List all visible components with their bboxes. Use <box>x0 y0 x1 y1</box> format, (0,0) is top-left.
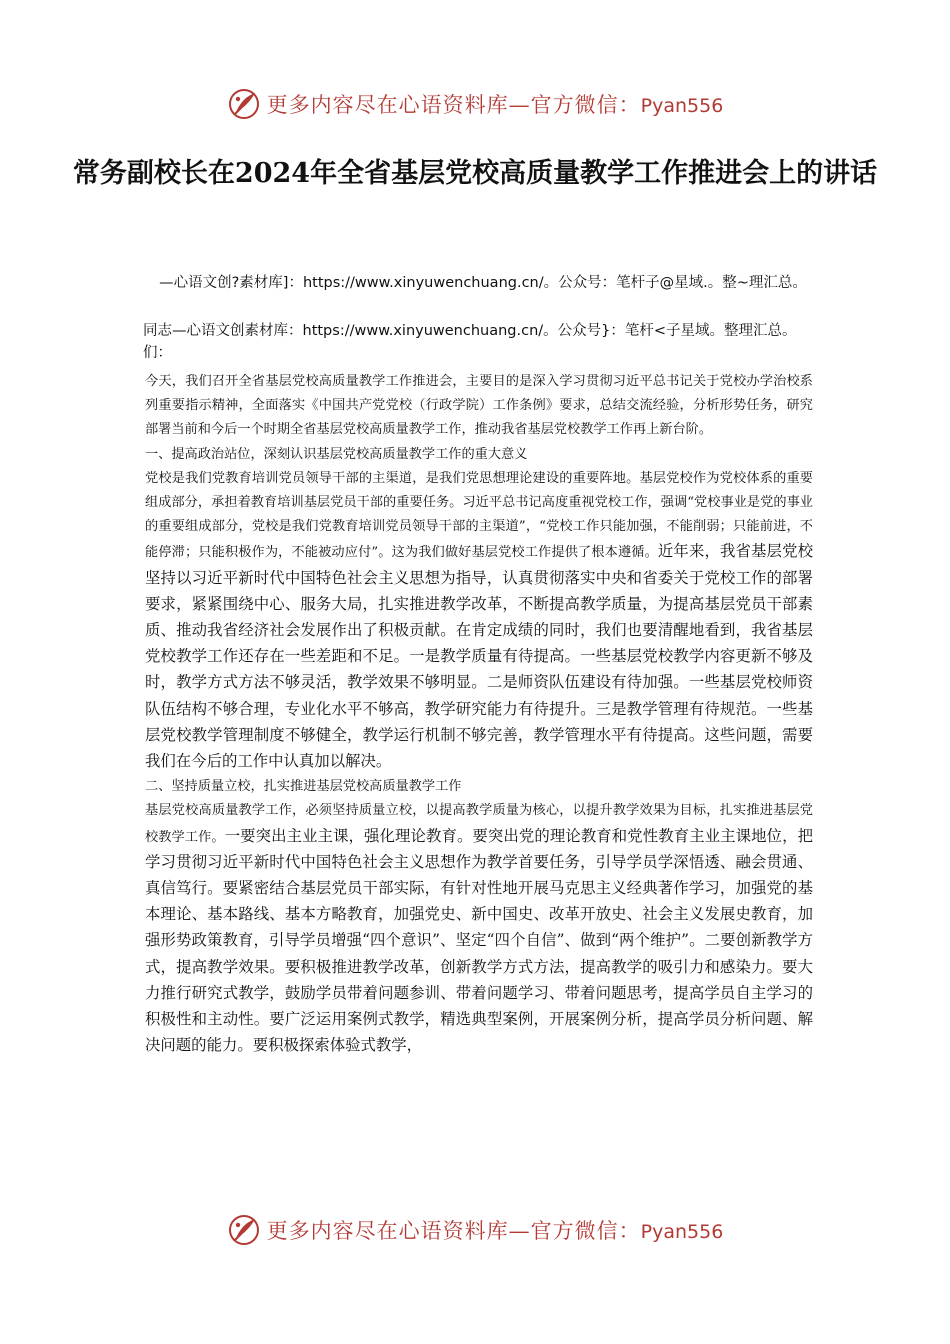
intro-paragraph: 今天，我们召开全省基层党校高质量教学工作推进会，主要目的是深入学习贯彻习近平总书记关于党校办学治校系列重要指示精神，全面落实《中国共产党党校（行政学院）工作条例》要求，总结交流经验，分析形势任务，研究部署当前和今后一个时期全省基层党校高质量教学工作，推动我省基层党校教学工作再上新台阶。 <box>145 374 813 438</box>
bottom-watermark-banner <box>0 1210 950 1250</box>
section1-text-large: 近年来，我省基层党校坚持以习近平新时代中国特色社会主义思想为指导，认真贯彻落实中央和省委关于党校工作的部署要求，紧紧围绕中心、服务大局，扎实推进教学改革，不断提高教学质量，为提高基层党员干部素质、推动我省经济社会发展作出了积极贡献。在肯定成绩的同时，我们也要清醒地看到，我省基层党校教学工作还存在一些差距和不足。一是教学质量有待提高。一些基层党校教学内容更新不够及时，教学方式方法不够灵活，教学效果不够明显。二是师资队伍建设有待加强。一些基层党校师资队伍结构不够合理，专业化水平不够高，教学研究能力有待提升。三是教学管理有待规范。一些基层党校教学管理制度不够健全，教学运行机制不够完善，教学管理水平有待提高。这些问题，需要我们在今后的工作中认真加以解决。 <box>145 542 813 771</box>
section2-text-small: 基层党校高质量教学工作，必须坚持质量立校，以提高教学质量为核心，以提升教学效果为目标，扎实推进基层党校教学工作。 <box>145 803 813 845</box>
section1-paragraph <box>145 467 813 775</box>
section2-text-large: 一要突出主业主课，强化理论教育。要突出党的理论教育和党性教育主业主课地位，把学习贯彻习近平新时代中国特色社会主义思想作为教学首要任务，引导学员学深悟透、融会贯通、真信笃行。要紧密结合基层党员干部实际，有针对性地开展马克思主义经典著作学习，加强党的基本理论、基本路线、基本方略教育，加强党史、新中国史、改革开放史、社会主义发展史教育，加强形势政策教育，引导学员增强“四个意识”、坚定“四个自信”、做到“两个维护”。二要创新教学方式，提高教学效果。要积极推进教学改革，创新教学方式方法，提高教学的吸引力和感染力。要大力推行研究式教学，鼓励学员带着问题参训、带着问题学习、带着问题思考，提高学员自主学习的积极性和主动性。要广泛运用案例式教学，精选典型案例，开展案例分析，提高学员分析问题、解决问题的能力。要积极探索体验式教学， <box>145 826 813 1055</box>
section-heading-2: 二、坚持质量立校，扎实推进基层党校高质量教学工作 <box>145 779 462 795</box>
wechat-id: Pyan556 <box>640 95 724 117</box>
banner-text: 更多内容尽在心语资料库—官方微信：Pyan556 <box>266 93 724 117</box>
banner-text: 更多内容尽在心语资料库—官方微信：Pyan556 <box>266 1219 724 1243</box>
document-body <box>145 370 813 1059</box>
quill-logo-icon <box>227 87 261 121</box>
section2-paragraph <box>145 799 813 1059</box>
source-line-2: 同志—心语文创素材库：https://www.xinyuwenchuang.cn/。公众号}：笔杆<子星域。整理汇总。们： <box>143 323 797 361</box>
document-title: 常务副校长在2024年全省基层党校高质量教学工作推进会上的讲话 <box>72 158 878 189</box>
quill-logo-icon <box>227 1213 261 1247</box>
wechat-id: Pyan556 <box>640 1221 724 1243</box>
section1-text-small: 党校是我们党教育培训党员领导干部的主渠道，是我们党思想理论建设的重要阵地。基层党校作为党校体系的重要组成部分，承担着教育培训基层党员干部的重要任务。习近平总书记高度重视党校工作，强调“党校事业是党的事业的重要组成部分，党校是我们党教育培训党员领导干部的主渠道”，“党校工作只能加强，不能削弱；只能前进，不能停滞；只能积极作为，不能被动应付”。这为我们做好基层党校工作提供了根本遵循。 <box>145 470 813 561</box>
top-watermark-banner <box>0 84 950 124</box>
source-line-1: —心语文创?素材库]：https://www.xinyuwenchuang.cn/。公众号：笔杆子@星域.。整~理汇总。 <box>159 275 807 291</box>
section-heading-1: 一、提高政治站位，深刻认识基层党校高质量教学工作的重大意义 <box>145 446 528 462</box>
